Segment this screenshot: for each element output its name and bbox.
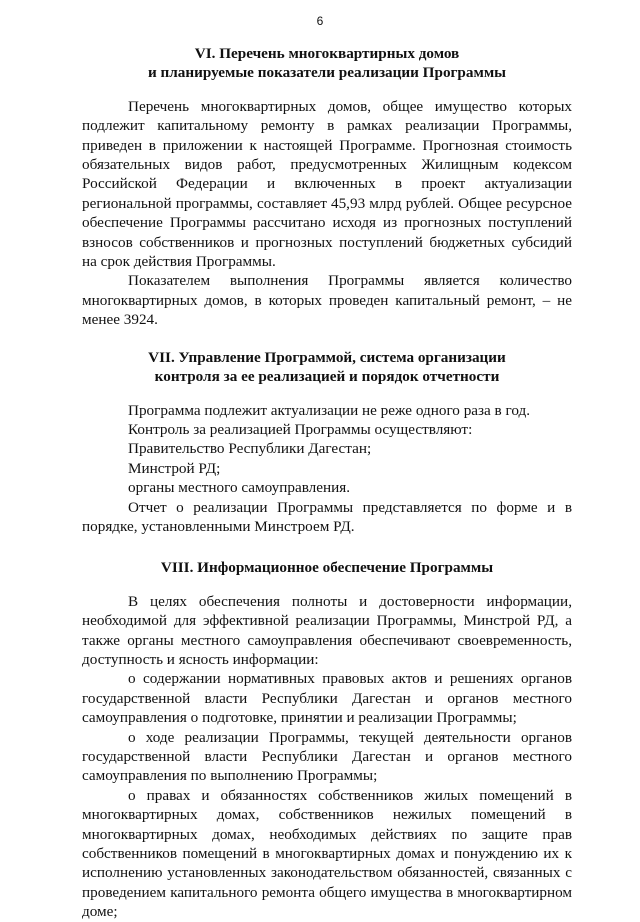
section-6-heading-line-2: и планируемые показатели реализации Программы — [147, 64, 507, 82]
section-8-heading-line: VIII. Информационное обеспечение Программы — [160, 559, 494, 577]
section-6-heading — [82, 44, 572, 83]
section-7-line-3: Правительство Республики Дагестан; — [128, 440, 372, 458]
section-7-heading — [82, 348, 572, 387]
section-7-heading-line-2: контроля за ее реализацией и порядок отчетности — [154, 368, 500, 386]
section-8-body — [82, 592, 572, 922]
section-8-paragraph-3: о ходе реализации Программы, текущей деятельности органов государственной власти Республики Дагестан и органов местного самоуправления по выполнению Программы; — [82, 728, 572, 785]
section-7-heading-line-1: VII. Управление Программой, система организации — [148, 348, 506, 366]
section-6-paragraph-2: Показателем выполнения Программы является количество многоквартирных домов, в которых проведен капитальный ремонт, – не менее 3924. — [82, 272, 572, 329]
section-8-paragraph-1: В целях обеспечения полноты и достоверности информации, необходимой для эффективной реализации Программы, Минстрой РД, а также органы местного самоуправления обеспечивают своевременность, доступность и ясность информации: — [82, 592, 572, 668]
section-7-line-4: Минстрой РД; — [128, 459, 221, 477]
section-7-paragraph: Отчет о реализации Программы представляется по форме и в порядке, установленными Минстроем РД. — [82, 498, 572, 535]
section-7-line-1: Программа подлежит актуализации не реже одного раза в год. — [128, 401, 531, 419]
section-7-line-5: органы местного самоуправления. — [128, 479, 351, 497]
section-6-heading-line-1: VI. Перечень многоквартирных домов — [194, 45, 460, 62]
section-8-heading — [82, 558, 572, 577]
page-number: 6 — [316, 14, 324, 28]
section-8-paragraph-2: о содержании нормативных правовых актов и решениях органов государственной власти Республики Дагестан и органов местного самоуправления о подготовке, принятии и реализации Программы; — [82, 670, 572, 727]
section-6-paragraph-1: Перечень многоквартирных домов, общее имущество которых подлежит капитальному ремонту в рамках реализации Программы, приведен в приложении к настоящей Программе. Прогнозная стоимость обязательных видов работ, предусмотренных Жилищным кодексом Российской Федерации и включенных в проект актуализации региональной программы, составляет 45,93 млрд рублей. Общее ресурсное обеспечение Программы рассчитано исходя из прогнозных поступлений взносов собственников и прогнозных поступлений бюджетных субсидий на срок действия Программы. — [82, 97, 572, 271]
document-body — [82, 44, 572, 922]
section-8-paragraph-4: о правах и обязанностях собственников жилых помещений в многоквартирных домах, собственников нежилых помещений в многоквартирных домах, необходимых действиях по защите прав собственников помещений в многоквартирных домах и понуждению их к исполнению установленных законодательством обязанностей, связанных с проведением капитального ремонта общего имущества в многоквартирном доме; — [82, 786, 572, 921]
section-7-line-2: Контроль за реализацией Программы осуществляют: — [128, 420, 473, 438]
